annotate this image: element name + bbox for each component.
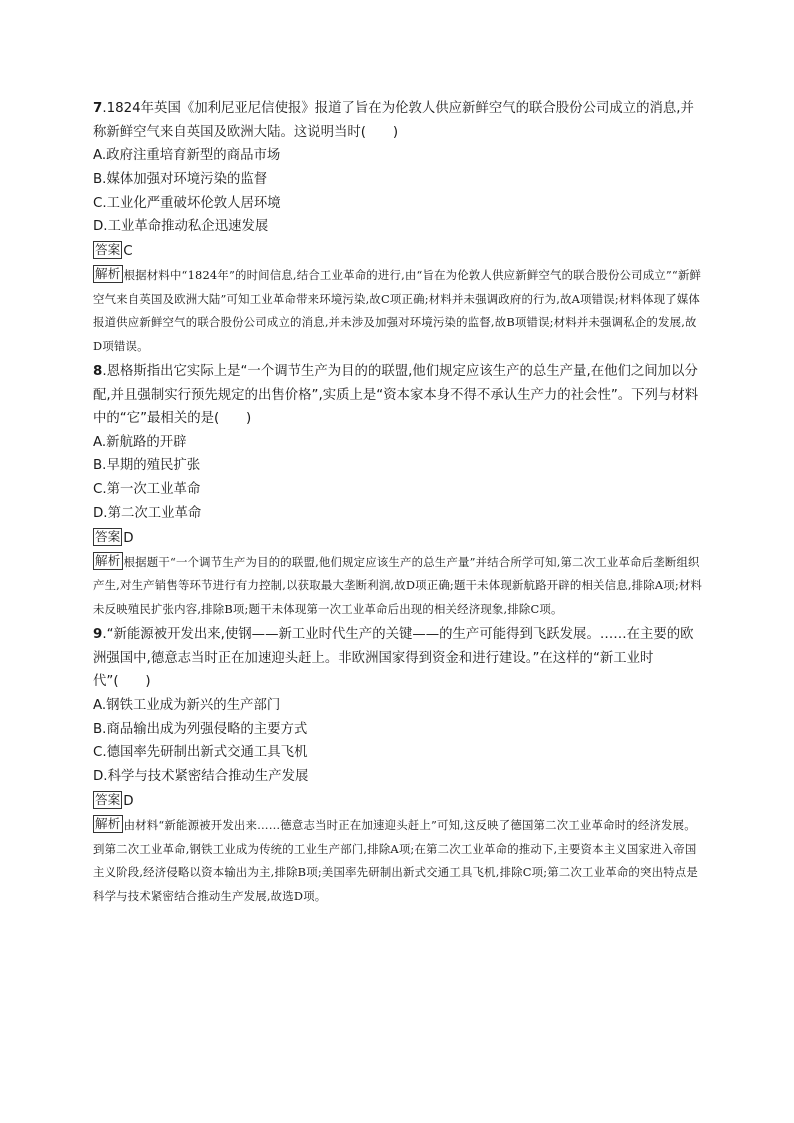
analysis-tag: 解析 (95, 816, 121, 832)
analysis-tag: 解析 (95, 552, 121, 568)
option-a: A.钢铁工业成为新兴的生产部门 (93, 697, 281, 713)
question-list (93, 97, 705, 910)
answer-tag: 答案 (95, 242, 121, 258)
option-b: B.早期的殖民扩张 (93, 458, 201, 474)
option-d: D.第二次工业革命 (93, 506, 202, 522)
question-8 (93, 360, 705, 621)
question-9 (93, 623, 705, 908)
analysis-paragraph (93, 264, 705, 358)
question-stem (93, 97, 705, 144)
question-text: .1824年英国《加利尼亚尼信使报》报道了旨在为伦敦人供应新鲜空气的联合股份公司成立的消息,并称新鲜空气来自英国及欧洲大陆。这说明当时( ) (93, 101, 694, 140)
option-d: D.科学与技术紧密结合推动生产发展 (93, 769, 309, 785)
answer-line (93, 241, 705, 263)
option-b: B.商品输出成为列强侵略的主要方式 (93, 721, 308, 737)
analysis-paragraph (93, 814, 705, 908)
analysis-text: 根据材料中“1824年”的时间信息,结合工业革命的进行,由“旨在为伦敦人供应新鲜空气的联合股份公司成立”“新鲜空气来自英国及欧洲大陆”可知工业革命带来环境污染,故C项正确;材料并未强调政府的行为,故A项错误;材料体现了媒体报道供应新鲜空气的联合股份公司成立的消息,并未涉及加强对环境污染的监督,故B项错误;材料并未强调私企的发展,故D项错误。 (93, 268, 702, 353)
analysis-text: 由材料“新能源被开发出来……德意志当时正在加速迎头赶上”可知,这反映了德国第二次工业革命时的经济发展。到第二次工业革命,钢铁工业成为传统的工业生产部门,排除A项;在第二次工业革命的推动下,主要资本主义国家进入帝国主义阶段,经济侵略以资本输出为主,排除B项;美国率先研制出新式交通工具飞机,排除C项;第二次工业革命的突出特点是科学与技术紧密结合推动生产发展,故选D项。 (93, 818, 698, 903)
question-number: 7 (93, 101, 103, 116)
analysis-tag: 解析 (95, 266, 121, 282)
option-d: D.工业革命推动私企迅速发展 (93, 219, 269, 235)
answer-line (93, 791, 705, 813)
option-c: C.第一次工业革命 (93, 482, 201, 498)
question-7 (93, 97, 705, 358)
question-stem (93, 360, 705, 431)
analysis-text: 根据题干“一个调节生产为目的的联盟,他们规定应该生产的总生产量”并结合所学可知,第二次工业革命后垄断组织产生,对生产销售等环节进行有力控制,以获取最大垄断利润,故D项正确;题干未体现新航路开辟的相关信息,排除A项;材料未反映殖民扩张内容,排除B项;题干未体现第一次工业革命后出现的相关经济现象,排除C项。 (93, 554, 703, 616)
option-b: B.媒体加强对环境污染的监督 (93, 171, 268, 187)
option-c: C.德国率先研制出新式交通工具飞机 (93, 745, 308, 761)
answer-line (93, 528, 705, 550)
answer-value: D (123, 794, 134, 810)
option-a: A.政府注重培育新型的商品市场 (93, 148, 281, 163)
option-a: A.新航路的开辟 (93, 434, 187, 450)
answer-value: D (123, 530, 134, 546)
answer-tag: 答案 (95, 792, 121, 808)
option-c: C.工业化严重破坏伦敦人居环境 (93, 195, 281, 211)
answer-tag: 答案 (95, 528, 121, 544)
question-text: .恩格斯指出它实际上是“一个调节生产为目的的联盟,他们规定应该生产的总生产量,在他们之间加以分配,并且强制实行预先规定的出售价格”,实质上是“资本家本身不得不承认生产力的社会性”。下列与材料中的“它”最相关的是( ) (93, 364, 699, 427)
analysis-paragraph (93, 551, 705, 622)
question-number: 8 (93, 364, 103, 380)
question-text: .“新能源被开发出来,使钢——新工业时代生产的关键——的生产可能得到飞跃发展。……在主要的欧洲强国中,德意志当时正在加速迎头赶上。非欧洲国家得到资金和进行建设。”在这样的“新工业时代”( ) (93, 627, 694, 690)
answer-value: C (123, 244, 133, 260)
question-stem (93, 623, 705, 694)
question-number: 9 (93, 627, 103, 643)
